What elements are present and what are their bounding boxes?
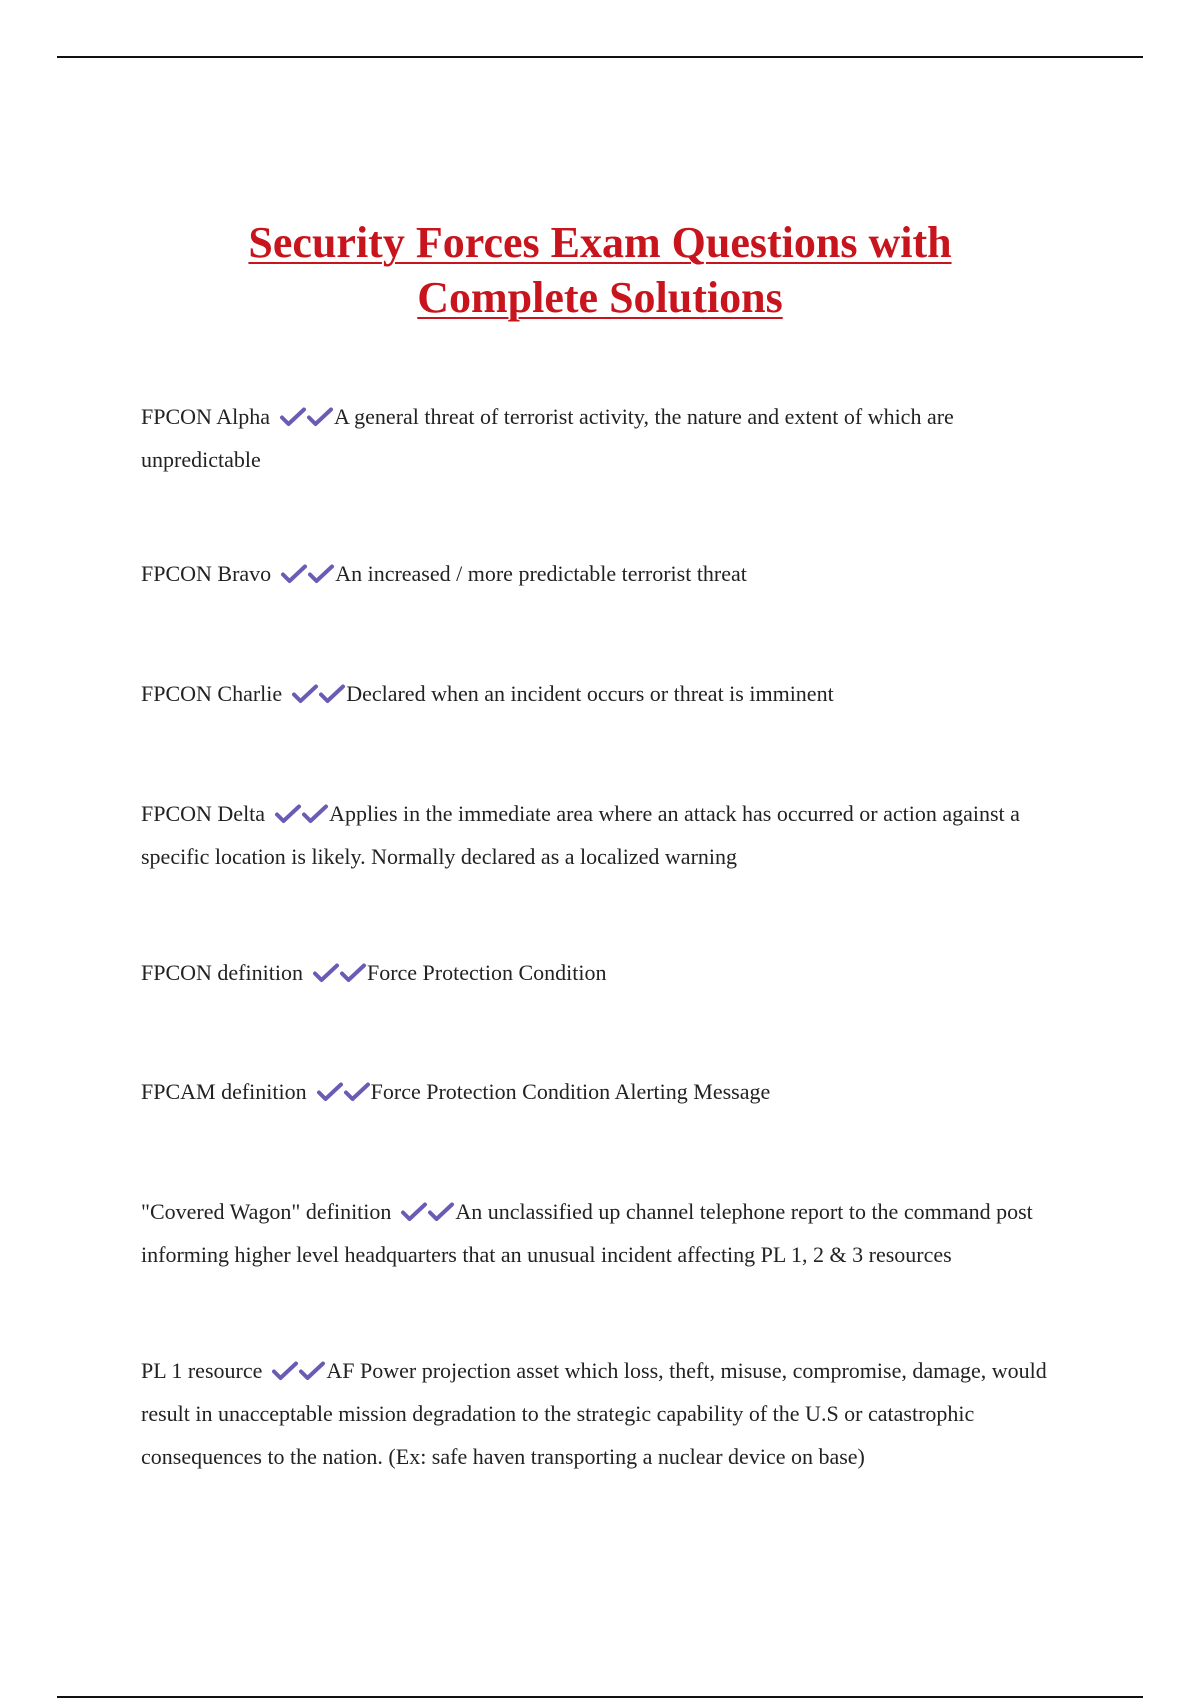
check-marks bbox=[275, 792, 329, 835]
check-icon bbox=[319, 684, 346, 704]
qa-term: FPCON Delta bbox=[141, 801, 266, 826]
top-rule bbox=[57, 56, 1143, 58]
qa-answer: A general threat of terrorist activity, the nature and extent of which are unpredictable bbox=[141, 404, 954, 472]
qa-answer: Force Protection Condition Alerting Message bbox=[370, 1079, 771, 1104]
check-marks bbox=[313, 951, 367, 994]
check-icon bbox=[275, 804, 302, 824]
qa-term: FPCON Alpha bbox=[141, 404, 270, 429]
check-icon bbox=[308, 564, 335, 584]
qa-item-pl1-resource bbox=[141, 1349, 1071, 1478]
qa-item-fpcon-delta bbox=[141, 792, 1071, 878]
qa-answer: AF Power projection asset which loss, theft, misuse, compromise, damage, would result in unacceptable mission degradation to the strategic capability of the U.S or catastrophic consequences to the nation. (Ex: safe haven transporting a nuclear device on base) bbox=[141, 1358, 1047, 1469]
check-marks bbox=[281, 552, 335, 595]
qa-term: FPCON definition bbox=[141, 960, 303, 985]
check-marks bbox=[292, 672, 346, 715]
check-icon bbox=[428, 1202, 455, 1222]
qa-item-fpcon-definition bbox=[141, 951, 1071, 994]
qa-term: PL 1 resource bbox=[141, 1358, 263, 1383]
check-icon bbox=[292, 684, 319, 704]
qa-item-covered-wagon bbox=[141, 1190, 1071, 1276]
qa-item-fpcam-definition bbox=[141, 1070, 1071, 1113]
check-marks bbox=[401, 1190, 455, 1233]
check-icon bbox=[313, 963, 340, 983]
check-icon bbox=[340, 963, 367, 983]
check-icon bbox=[272, 1361, 299, 1381]
qa-item-fpcon-bravo bbox=[141, 552, 1071, 595]
bottom-rule bbox=[57, 1696, 1143, 1698]
qa-term: FPCON Bravo bbox=[141, 561, 272, 586]
check-marks bbox=[280, 395, 334, 438]
qa-answer: An unclassified up channel telephone report to the command post informing higher level headquarters that an unusual incident affecting PL 1, 2 & 3 resources bbox=[141, 1199, 1033, 1267]
check-icon bbox=[401, 1202, 428, 1222]
document-title bbox=[0, 215, 1200, 325]
qa-item-fpcon-alpha bbox=[141, 395, 1071, 481]
qa-term: FPCAM definition bbox=[141, 1079, 307, 1104]
check-icon bbox=[307, 407, 334, 427]
check-marks bbox=[272, 1349, 326, 1392]
qa-answer: Applies in the immediate area where an attack has occurred or action against a specific location is likely. Normally declared as a localized warning bbox=[141, 801, 1020, 869]
check-icon bbox=[344, 1082, 371, 1102]
check-icon bbox=[281, 564, 308, 584]
qa-item-fpcon-charlie bbox=[141, 672, 1071, 715]
qa-answer: Declared when an incident occurs or threat is imminent bbox=[346, 681, 834, 706]
check-icon bbox=[302, 804, 329, 824]
check-marks bbox=[317, 1070, 371, 1113]
title-line-2: Complete Solutions bbox=[417, 273, 783, 322]
qa-term: "Covered Wagon" definition bbox=[141, 1199, 392, 1224]
check-icon bbox=[280, 407, 307, 427]
qa-answer: An increased / more predictable terrorist threat bbox=[335, 561, 747, 586]
check-icon bbox=[299, 1361, 326, 1381]
qa-term: FPCON Charlie bbox=[141, 681, 283, 706]
title-line-1: Security Forces Exam Questions with bbox=[248, 218, 952, 267]
qa-answer: Force Protection Condition bbox=[366, 960, 607, 985]
check-icon bbox=[317, 1082, 344, 1102]
